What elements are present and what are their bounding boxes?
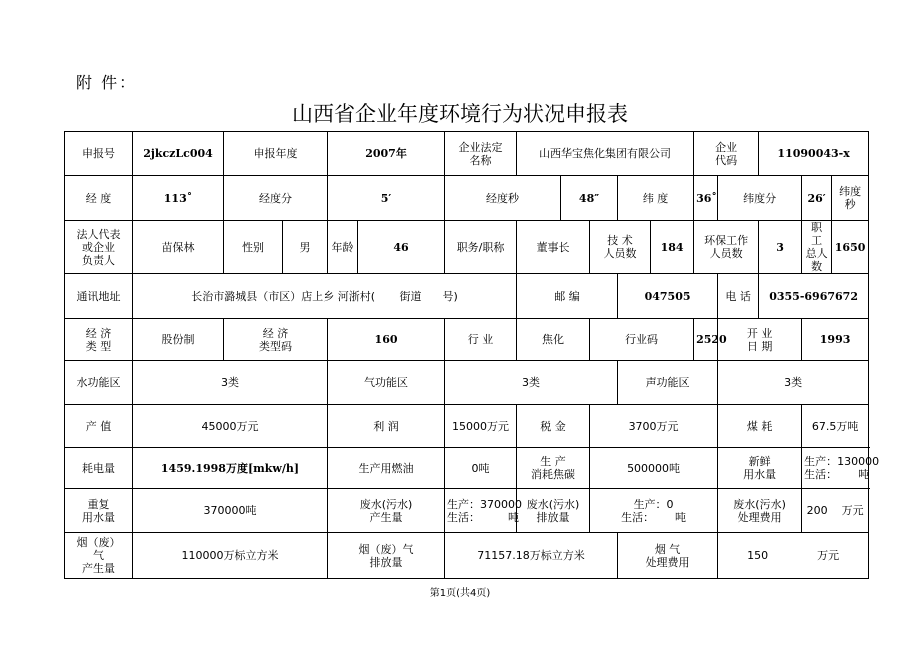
power-consumption-value: 1459.1998万度[mkw/h] [133, 448, 328, 489]
page-number: 第1页(共4页) [429, 588, 491, 599]
legal-representative-value: 苗保林 [133, 221, 224, 274]
flue-gas-cost-value: 150 万元 [718, 533, 869, 579]
enterprise-code-label: 企业 代码 [694, 132, 759, 176]
profit-label: 利 润 [328, 405, 445, 448]
table-row [65, 448, 869, 489]
flue-gas-discharged-value: 71157.18万标立方米 [445, 533, 618, 579]
reused-water-value: 370000吨 [133, 489, 328, 533]
industry-value: 焦化 [517, 319, 590, 361]
coal-consumption-label: 煤 耗 [718, 405, 802, 448]
latitude-label: 纬 度 [618, 176, 694, 221]
longitude-second-label: 经度秒 [445, 176, 561, 221]
table-row [65, 489, 869, 533]
output-value-value: 45000万元 [133, 405, 328, 448]
fuel-oil-label: 生产用燃油 [328, 448, 445, 489]
table-row [65, 361, 869, 405]
sound-zone-label: 声功能区 [618, 361, 718, 405]
position-value: 董事长 [517, 221, 590, 274]
table-row [65, 405, 869, 448]
page-title: 山西省企业年度环境行为状况申报表 [292, 102, 628, 126]
phone-label: 电 话 [718, 274, 759, 319]
coal-consumption-value: 67.5万吨 [802, 405, 869, 448]
address-value: 长治市潞城县（市区）店上乡 河浙村( 街道 号) [133, 274, 517, 319]
longitude-minute-value: 5′ [328, 176, 445, 221]
postcode-label: 邮 编 [517, 274, 618, 319]
sound-zone-value: 3类 [718, 361, 869, 405]
wastewater-discharged-label: 废水(污水) 排放量 [517, 489, 590, 533]
wastewater-discharged-value: 生产：0 生活： 吨 [590, 489, 718, 533]
table-row [65, 221, 869, 274]
output-value-label: 产 值 [65, 405, 133, 448]
latitude-minute-value: 26′ [802, 176, 832, 221]
age-value: 46 [358, 221, 445, 274]
wastewater-cost-label: 废水(污水) 处理费用 [718, 489, 802, 533]
longitude-second-value: 48″ [561, 176, 618, 221]
flue-gas-cost-label: 烟 气 处理费用 [618, 533, 718, 579]
env-staff-label: 环保工作 人员数 [694, 221, 759, 274]
table-row [65, 319, 869, 361]
longitude-value: 113˚ [133, 176, 224, 221]
industry-code-label: 行业码 [590, 319, 694, 361]
position-label: 职务/职称 [445, 221, 517, 274]
total-staff-label: 职 工 总人数 [802, 221, 832, 274]
wastewater-generated-label: 废水(污水) 产生量 [328, 489, 445, 533]
report-year-value: 2007年 [328, 132, 445, 176]
tax-value: 3700万元 [590, 405, 718, 448]
legal-name-label: 企业法定 名称 [445, 132, 517, 176]
flue-gas-generated-label: 烟（废） 气 产生量 [65, 533, 133, 579]
tax-label: 税 金 [517, 405, 590, 448]
postcode-value: 047505 [618, 274, 718, 319]
env-staff-value: 3 [759, 221, 802, 274]
latitude-value: 36˚ [694, 176, 718, 221]
attachment-label: 附 件： [76, 73, 138, 92]
fresh-water-value: 生产：130000 生活： 吨 [802, 448, 869, 489]
latitude-second-label: 纬度秒 [832, 176, 869, 221]
flue-gas-discharged-label: 烟（废）气 排放量 [328, 533, 445, 579]
wastewater-generated-value: 生产：370000 生活： 吨 [445, 489, 517, 533]
table-row [65, 176, 869, 221]
technical-staff-label: 技 术 人员数 [590, 221, 651, 274]
table-row [65, 132, 869, 176]
reused-water-label: 重复 用水量 [65, 489, 133, 533]
report-no-value: 2jkczLc004 [133, 132, 224, 176]
wastewater-cost-value: 200 万元 [802, 489, 869, 533]
address-label: 通讯地址 [65, 274, 133, 319]
industry-label: 行 业 [445, 319, 517, 361]
economy-type-value: 股份制 [133, 319, 224, 361]
power-consumption-label: 耗电量 [65, 448, 133, 489]
longitude-minute-label: 经度分 [224, 176, 328, 221]
total-staff-value: 1650 [832, 221, 869, 274]
opening-date-value: 1993 [802, 319, 869, 361]
table-row [65, 533, 869, 579]
age-label: 年龄 [328, 221, 358, 274]
latitude-minute-label: 纬度分 [718, 176, 802, 221]
legal-name-value: 山西华宝焦化集团有限公司 [517, 132, 694, 176]
fuel-oil-value: 0吨 [445, 448, 517, 489]
report-no-label: 申报号 [65, 132, 133, 176]
fresh-water-label: 新鲜 用水量 [718, 448, 802, 489]
phone-value: 0355-6967672 [759, 274, 869, 319]
technical-staff-value: 184 [651, 221, 694, 274]
water-zone-value: 3类 [133, 361, 328, 405]
air-zone-label: 气功能区 [328, 361, 445, 405]
profit-value: 15000万元 [445, 405, 517, 448]
enterprise-code-value: 11090043-x [759, 132, 869, 176]
flue-gas-generated-value: 110000万标立方米 [133, 533, 328, 579]
economy-type-code-label: 经 济 类型码 [224, 319, 328, 361]
economy-type-label: 经 济 类 型 [65, 319, 133, 361]
air-zone-value: 3类 [445, 361, 618, 405]
water-zone-label: 水功能区 [65, 361, 133, 405]
industry-code-value: 2520 [694, 319, 718, 361]
declaration-form-table [64, 131, 880, 579]
coke-consumption-label: 生 产 消耗焦碳 [517, 448, 590, 489]
legal-representative-label: 法人代表 或企业 负责人 [65, 221, 133, 274]
report-year-label: 申报年度 [224, 132, 328, 176]
gender-label: 性别 [224, 221, 283, 274]
economy-type-code-value: 160 [328, 319, 445, 361]
coke-consumption-value: 500000吨 [590, 448, 718, 489]
opening-date-label: 开 业 日 期 [718, 319, 802, 361]
longitude-label: 经 度 [65, 176, 133, 221]
gender-value: 男 [283, 221, 328, 274]
table-row [65, 274, 869, 319]
